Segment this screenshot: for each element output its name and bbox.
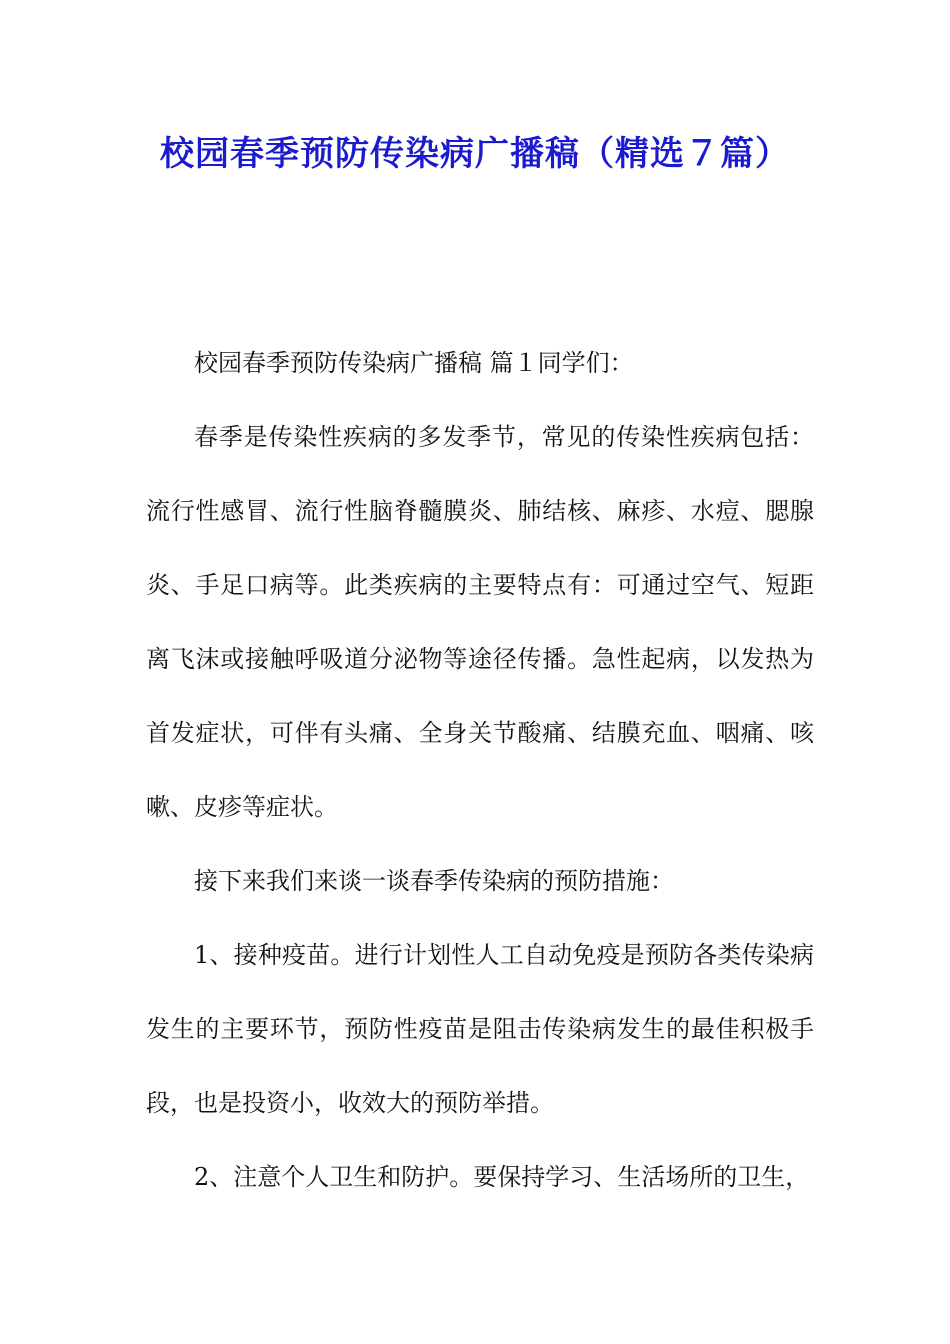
paragraph-measures-intro: 接下来我们来谈一谈春季传染病的预防措施： xyxy=(194,867,674,895)
document-title: 校园春季预防传染病广播稿（精选７篇） xyxy=(160,134,790,174)
paragraph-measure-1: 1、接种疫苗。进行计划性人工自动免疫是预防各类传染病发生的主要环节，预防性疫苗是阻击传染病发生的最佳积极手段，也是投资小，收效大的预防举措。 xyxy=(146,941,814,1117)
document-body xyxy=(146,326,814,1214)
paragraph-intro: 春季是传染性疾病的多发季节，常见的传染性疾病包括：流行性感冒、流行性脑脊髓膜炎、肺结核、麻疹、水痘、腮腺炎、手足口病等。此类疾病的主要特点有：可通过空气、短距离飞沫或接触呼吸道分泌物等途径传播。急性起病，以发热为首发症状，可伴有头痛、全身关节酸痛、结膜充血、咽痛、咳嗽、皮疹等症状。 xyxy=(146,423,814,821)
paragraph-measure-2: 2、注意个人卫生和防护。要保持学习、生活场所的卫生， xyxy=(194,1163,810,1191)
paragraph-greeting: 校园春季预防传染病广播稿 篇１同学们： xyxy=(194,349,634,377)
